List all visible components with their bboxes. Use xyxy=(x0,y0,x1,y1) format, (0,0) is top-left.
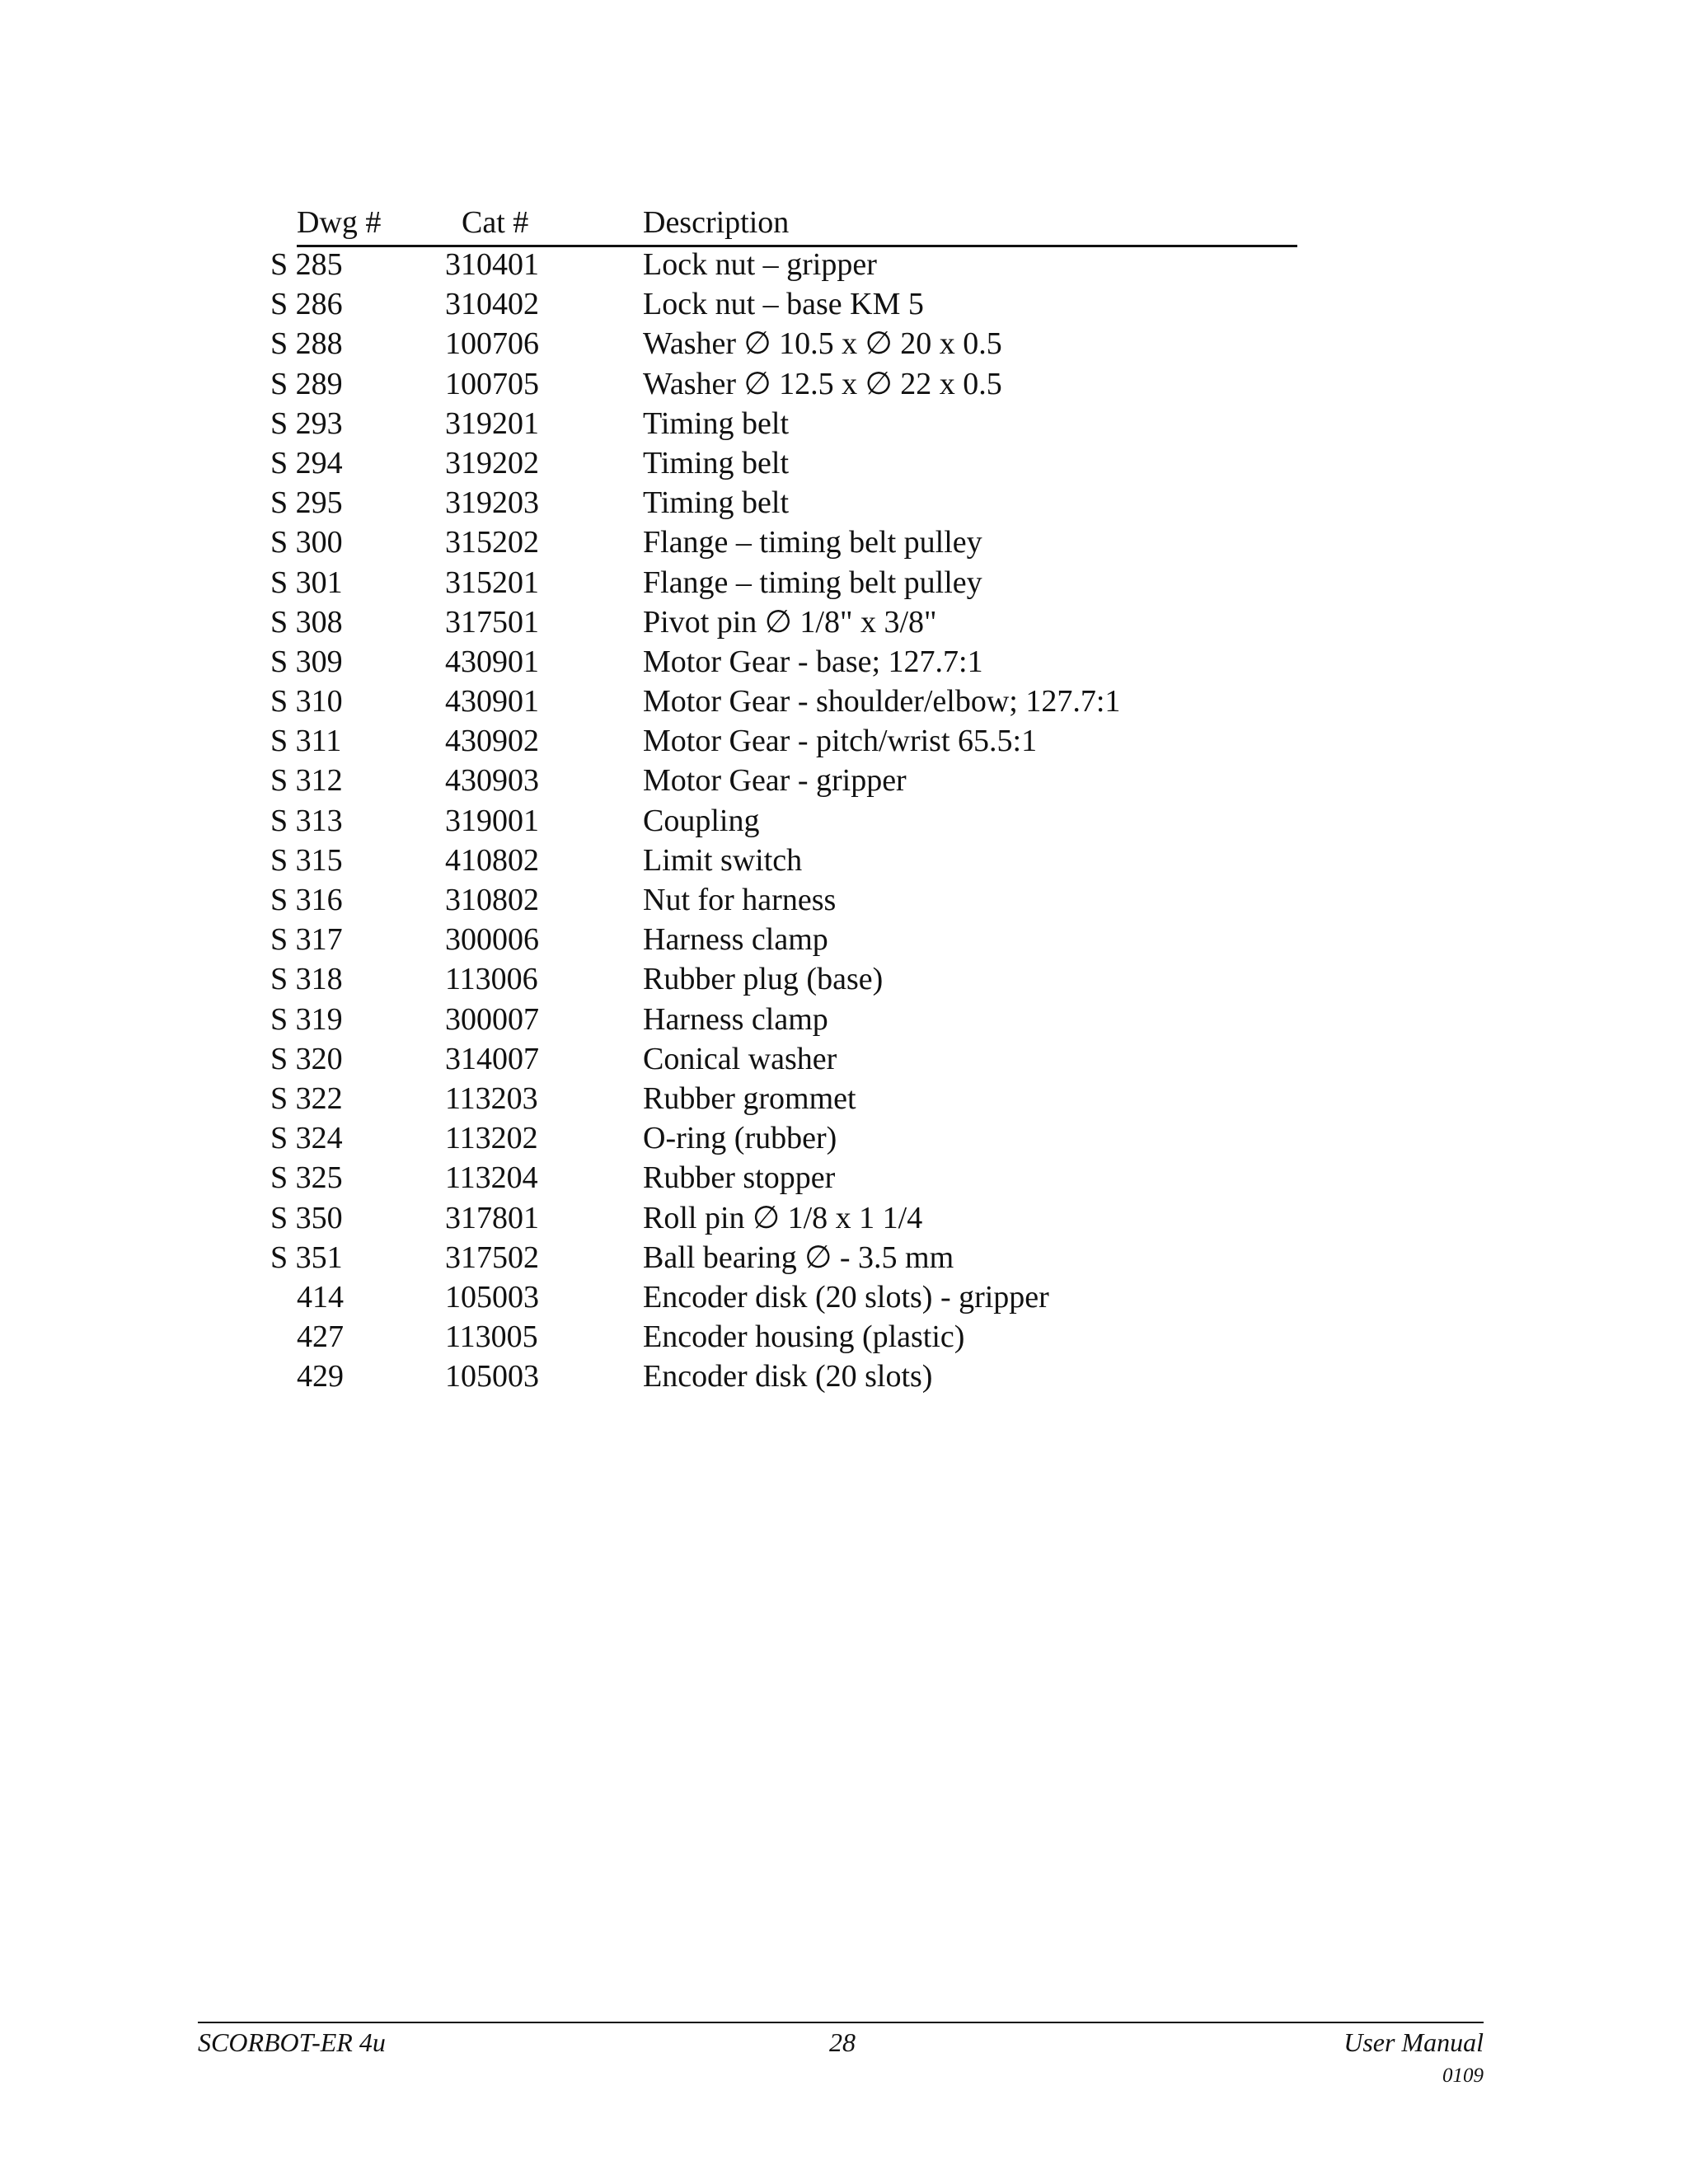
cell-cat-number: 113203 xyxy=(445,1080,538,1116)
table-row xyxy=(0,761,1688,800)
footer-divider xyxy=(198,2022,1484,2023)
cell-dwg-number: S 311 xyxy=(270,724,342,759)
cell-dwg-number: S 312 xyxy=(270,763,343,799)
table-row xyxy=(0,920,1688,959)
cell-description: Lock nut – base KM 5 xyxy=(643,287,924,322)
cell-cat-number: 410802 xyxy=(445,842,539,878)
cell-cat-number: 430901 xyxy=(445,644,539,679)
table-row xyxy=(0,1000,1688,1039)
column-header-dwg: Dwg # xyxy=(297,205,382,240)
column-header-cat: Cat # xyxy=(462,205,529,240)
parts-table xyxy=(0,245,1688,1396)
table-row xyxy=(0,1238,1688,1277)
cell-cat-number: 319201 xyxy=(445,405,539,441)
cell-cat-number: 430901 xyxy=(445,684,539,719)
cell-description: Motor Gear - gripper xyxy=(643,763,907,799)
cell-description: Timing belt xyxy=(643,485,790,521)
cell-dwg-number: S 308 xyxy=(270,604,343,640)
table-row xyxy=(0,642,1688,682)
footer-document-title: User Manual xyxy=(1343,2027,1484,2057)
cell-dwg-number: S 350 xyxy=(270,1200,343,1235)
table-row xyxy=(0,1198,1688,1238)
cell-description: Ball bearing ∅ - 3.5 mm xyxy=(643,1240,954,1275)
cell-cat-number: 113006 xyxy=(445,962,538,997)
cell-cat-number: 113005 xyxy=(445,1319,538,1355)
cell-description: Pivot pin ∅ 1/8" x 3/8" xyxy=(643,604,937,640)
table-row xyxy=(0,721,1688,761)
cell-description: Encoder disk (20 slots) - gripper xyxy=(643,1279,1049,1315)
cell-cat-number: 315201 xyxy=(445,565,539,600)
cell-cat-number: 113204 xyxy=(445,1160,538,1196)
footer-revision-code: 0109 xyxy=(1442,2064,1484,2087)
cell-dwg-number: S 289 xyxy=(270,366,343,401)
cell-dwg-number: S 318 xyxy=(270,962,343,997)
cell-cat-number: 319203 xyxy=(445,485,539,521)
table-row xyxy=(0,682,1688,721)
table-row xyxy=(0,364,1688,404)
table-row xyxy=(0,1158,1688,1197)
cell-cat-number: 314007 xyxy=(445,1041,539,1076)
table-row xyxy=(0,1039,1688,1079)
table-row xyxy=(0,284,1688,324)
cell-cat-number: 105003 xyxy=(445,1279,539,1315)
cell-description: Timing belt xyxy=(643,445,790,480)
cell-cat-number: 430903 xyxy=(445,763,539,799)
cell-cat-number: 315202 xyxy=(445,525,539,560)
table-row xyxy=(0,483,1688,523)
cell-dwg-number: S 295 xyxy=(270,485,343,521)
cell-cat-number: 310402 xyxy=(445,287,539,322)
cell-dwg-number: S 300 xyxy=(270,525,343,560)
table-row xyxy=(0,1079,1688,1118)
cell-dwg-number: 429 xyxy=(297,1359,344,1394)
cell-dwg-number: S 288 xyxy=(270,326,343,362)
table-row xyxy=(0,443,1688,483)
table-row xyxy=(0,1317,1688,1357)
cell-dwg-number: S 310 xyxy=(270,684,343,719)
table-row xyxy=(0,602,1688,642)
cell-cat-number: 310802 xyxy=(445,883,539,917)
cell-cat-number: 317501 xyxy=(445,604,539,640)
cell-dwg-number: S 315 xyxy=(270,842,343,878)
cell-cat-number: 319202 xyxy=(445,445,539,480)
cell-cat-number: 430902 xyxy=(445,724,539,759)
cell-description: Motor Gear - shoulder/elbow; 127.7:1 xyxy=(643,684,1121,719)
cell-dwg-number: S 324 xyxy=(270,1121,343,1156)
cell-dwg-number: S 317 xyxy=(270,922,343,958)
cell-dwg-number: S 294 xyxy=(270,445,343,480)
cell-cat-number: 319001 xyxy=(445,803,539,838)
cell-description: Motor Gear - base; 127.7:1 xyxy=(643,644,983,679)
cell-description: Rubber stopper xyxy=(643,1160,836,1196)
table-row xyxy=(0,523,1688,562)
cell-dwg-number: S 286 xyxy=(270,287,343,322)
table-row xyxy=(0,801,1688,841)
cell-cat-number: 105003 xyxy=(445,1359,539,1394)
cell-cat-number: 300006 xyxy=(445,922,539,958)
cell-description: Flange – timing belt pulley xyxy=(643,565,982,600)
table-row xyxy=(0,563,1688,602)
cell-dwg-number: S 301 xyxy=(270,565,343,600)
cell-description: Nut for harness xyxy=(643,883,837,917)
cell-dwg-number: S 322 xyxy=(270,1080,343,1116)
footer-page-number: 28 xyxy=(829,2027,856,2057)
cell-description: Flange – timing belt pulley xyxy=(643,525,982,560)
cell-description: Harness clamp xyxy=(643,922,828,958)
cell-cat-number: 310401 xyxy=(445,247,539,282)
cell-description: Washer ∅ 10.5 x ∅ 20 x 0.5 xyxy=(643,326,1002,362)
cell-dwg-number: S 319 xyxy=(270,1001,343,1037)
cell-dwg-number: 427 xyxy=(297,1319,344,1355)
cell-cat-number: 317502 xyxy=(445,1240,539,1275)
cell-dwg-number: S 325 xyxy=(270,1160,343,1196)
column-header-description: Description xyxy=(643,205,790,240)
cell-description: Washer ∅ 12.5 x ∅ 22 x 0.5 xyxy=(643,366,1002,401)
cell-description: Rubber grommet xyxy=(643,1080,856,1116)
cell-description: Coupling xyxy=(643,803,760,838)
cell-dwg-number: 414 xyxy=(297,1279,344,1315)
cell-dwg-number: S 285 xyxy=(270,247,343,282)
footer-product-name: SCORBOT-ER 4u xyxy=(198,2027,386,2057)
cell-dwg-number: S 320 xyxy=(270,1041,343,1076)
cell-dwg-number: S 351 xyxy=(270,1240,343,1275)
cell-description: Lock nut – gripper xyxy=(643,247,877,282)
table-row xyxy=(0,1357,1688,1396)
cell-description: Harness clamp xyxy=(643,1001,828,1037)
cell-description: Encoder housing (plastic) xyxy=(643,1319,965,1355)
cell-dwg-number: S 313 xyxy=(270,803,343,838)
cell-cat-number: 113202 xyxy=(445,1121,538,1156)
cell-description: Encoder disk (20 slots) xyxy=(643,1359,933,1394)
cell-cat-number: 317801 xyxy=(445,1200,539,1235)
cell-description: Roll pin ∅ 1/8 x 1 1/4 xyxy=(643,1200,923,1235)
table-row xyxy=(0,324,1688,363)
table-row xyxy=(0,841,1688,880)
cell-description: Rubber plug (base) xyxy=(643,962,884,997)
table-header-row xyxy=(297,200,1297,247)
cell-description: O-ring (rubber) xyxy=(643,1121,837,1156)
table-row xyxy=(0,245,1688,284)
cell-cat-number: 100705 xyxy=(445,366,539,401)
cell-description: Limit switch xyxy=(643,842,803,878)
cell-dwg-number: S 316 xyxy=(270,883,343,917)
cell-description: Conical washer xyxy=(643,1041,837,1076)
cell-description: Motor Gear - pitch/wrist 65.5:1 xyxy=(643,724,1038,759)
cell-dwg-number: S 309 xyxy=(270,644,343,679)
cell-dwg-number: S 293 xyxy=(270,405,343,441)
table-row xyxy=(0,880,1688,920)
cell-description: Timing belt xyxy=(643,405,790,441)
table-row xyxy=(0,404,1688,443)
table-row xyxy=(0,1118,1688,1158)
cell-cat-number: 100706 xyxy=(445,326,539,362)
table-row xyxy=(0,1277,1688,1317)
cell-cat-number: 300007 xyxy=(445,1001,539,1037)
table-row xyxy=(0,959,1688,999)
